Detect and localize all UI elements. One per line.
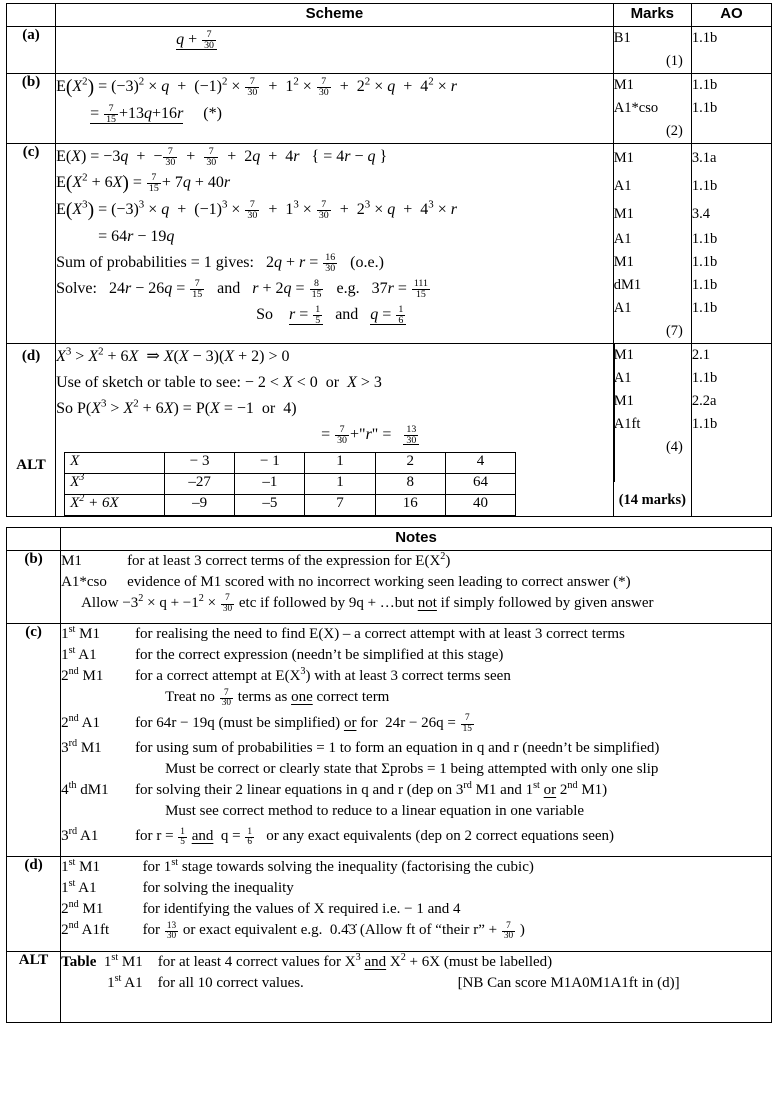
ao-c-7: 1.1b (691, 300, 718, 316)
mark-b-1: M1 (613, 77, 634, 93)
header-part-blank (7, 4, 56, 27)
alt-x3-4: 8 (375, 474, 445, 495)
notes-d-line4: 2nd A1ft for $\frac{13}{30}$ or exact equivalent e.g. 0.4̇3̇ (Allow ft of “their r” + $\frac{7}{30}$ ) (61, 920, 525, 942)
mark-c-2: A1 (613, 178, 632, 194)
part-label-d (7, 344, 56, 517)
scheme-row-a (7, 27, 772, 74)
alt-value-table (64, 452, 516, 516)
scheme-d-line1: $X^3 > X^2 + 6X$ ⇒ X(X − 3)(X + 2) > 0 (56, 345, 290, 365)
ao-a (691, 27, 771, 74)
header-scheme: Scheme (56, 4, 614, 27)
alt-x-1: − 3 (165, 453, 235, 474)
notes-row-d (7, 857, 772, 951)
notes-header-blank (7, 528, 61, 551)
notes-d-line3: 2nd M1 for identifying the values of X required i.e. − 1 and 4 (61, 899, 461, 918)
alt-x-4: 2 (375, 453, 445, 474)
marks-a (613, 27, 691, 74)
ao-c (691, 144, 771, 344)
marks-b (613, 74, 691, 144)
notes-body-c (61, 624, 772, 857)
notes-body-d (61, 857, 772, 951)
alt-x-2: − 1 (235, 453, 305, 474)
notes-row-b (7, 551, 772, 624)
answer-a: q + $\frac{7}{30}$ (56, 27, 613, 53)
notes-c-line1: 1st M1 for realising the need to find E(X) – a correct attempt with at least 3 correct terms (61, 624, 625, 643)
mark-c-5: M1 (613, 254, 634, 270)
notes-part-label-c: (c) (7, 624, 61, 857)
alt-x3-5: 64 (445, 474, 515, 495)
scheme-body-a (56, 27, 614, 74)
notes-d-line2: 1st A1 for solving the inequality (61, 878, 294, 897)
notes-alt-table-word: Table (61, 953, 97, 970)
ao-c-5: 1.1b (691, 254, 718, 270)
scheme-d-line4: = $\frac{7}{30}$ +"r" = $\frac{13}{30}$ (56, 422, 613, 448)
alt-row-x3 (65, 474, 516, 495)
mark-d-1: M1 (613, 347, 634, 363)
notes-b-line3: Allow $-3^2 \times q + -1^2$ × $\frac{7}{30}$ etc if followed by 9q + …but not if simply followed by given answer (81, 593, 654, 614)
alt-value-table-wrap (56, 452, 613, 516)
ao-d-2: 1.1b (691, 370, 718, 386)
alt-x2-2: –5 (235, 495, 305, 516)
mark-a-1: B1 (613, 30, 631, 46)
notes-b-line1: M1 for at least 3 correct terms of the expression for $E(X^2)$ (61, 551, 451, 569)
scheme-d-line2: Use of sketch or table to see: − 2 < X < 0 or X > 3 (56, 374, 382, 391)
scheme-c-line4: = 64r − 19q (90, 227, 175, 245)
mark-d-4: A1ft (613, 416, 641, 432)
alt-x3-1: –27 (165, 474, 235, 495)
alt-x-3: 1 (305, 453, 375, 474)
scheme-b-line1: $E(X^2) = (-3)^2 \times q + (-1)^2$ × $\frac{7}{30}$ + $1^2$ × $\frac{7}{30}$ + $2^2 \times q + 4^2 \times r$ (56, 75, 457, 99)
header-marks: Marks (613, 4, 691, 27)
mark-c-1: M1 (613, 150, 634, 166)
alt-x2-5: 40 (445, 495, 515, 516)
scheme-b-line2: = $\frac{7}{15}$ +13q+16r (*) (90, 102, 222, 126)
scheme-c-line7: So r = $\frac{1}{5}$ and q = $\frac{1}{6}$ (56, 302, 613, 328)
ao-d-3: 2.2a (691, 393, 717, 409)
mark-c-total: (7) (665, 323, 683, 339)
ao-a-1: 1.1b (691, 30, 718, 46)
alt-row-x2-6x (65, 495, 516, 516)
ao-b-2: 1.1b (691, 100, 718, 116)
notes-c-line2: 1st A1 for the correct expression (needn’t be simplified at this stage) (61, 645, 504, 664)
part-label-c: (c) (7, 144, 56, 344)
mark-b-2: A1*cso (613, 100, 659, 116)
grand-total-marks: (14 marks) (618, 492, 686, 508)
scheme-c-line5: Sum of probabilities = 1 gives: 2q + r = $\frac{16}{30}$ (o.e.) (56, 251, 384, 275)
part-label-a: (a) (7, 27, 56, 74)
marks-d (613, 344, 691, 517)
scheme-row-b (7, 74, 772, 144)
mark-a-total: (1) (665, 53, 683, 69)
alt-label-x3: $X^3$ (65, 474, 165, 495)
mark-d-total: (4) (665, 439, 683, 455)
notes-body-alt (61, 951, 772, 1022)
notes-c-line8: 4th dM1 for solving their 2 linear equations in q and r (dep on 3rd M1 and 1st or 2nd M1) (61, 780, 608, 799)
mark-b-total: (2) (665, 123, 683, 139)
alt-x2-1: –9 (165, 495, 235, 516)
mark-c-4: A1 (613, 231, 632, 247)
part-label-alt-text: ALT (16, 457, 46, 473)
alt-x3-3: 1 (305, 474, 375, 495)
scheme-c-line2: $E(X^2 + 6X)$ = $\frac{7}{15}$ + 7q + 40r (56, 171, 231, 195)
ao-b (691, 74, 771, 144)
mark-c-3: M1 (613, 206, 634, 222)
alt-x2-4: 16 (375, 495, 445, 516)
scheme-header-row (7, 4, 772, 27)
ao-c-3: 3.4 (691, 206, 710, 222)
marks-c (613, 144, 691, 344)
scheme-c-line1: E(X) = −3q + − $\frac{7}{30}$ + $\frac{7}{30}$ + 2q + 4r { = 4r − q } (56, 146, 388, 169)
scheme-c-line3: $E(X^3) = (-3)^3 \times q + (-1)^3$ × $\frac{7}{30}$ + $1^3$ × $\frac{7}{30}$ + $2^3 \times q + 4^3 \times r$ (56, 198, 457, 222)
notes-c-line4: Treat no $\frac{7}{30}$ terms as one correct term (165, 687, 390, 709)
notes-row-alt (7, 951, 772, 1022)
scheme-d-line3: So $P(X^3 > X^2 + 6X) = P(X = -1$ or 4) (56, 397, 297, 417)
notes-c-line5: 2nd A1 for 64r − 19q (must be simplified) or for 24r − 26q = $\frac{7}{15}$ (61, 712, 472, 734)
mark-c-7: A1 (613, 300, 632, 316)
ao-d-4: 1.1b (691, 416, 718, 432)
marks-divider-rule (614, 344, 615, 482)
notes-table (6, 527, 772, 1023)
ao-b-1: 1.1b (691, 77, 718, 93)
ao-c-6: 1.1b (691, 277, 718, 293)
part-label-b: (b) (7, 74, 56, 144)
notes-part-label-b: (b) (7, 551, 61, 624)
alt-x3-2: –1 (235, 474, 305, 495)
alt-x2-3: 7 (305, 495, 375, 516)
scheme-row-c (7, 144, 772, 344)
notes-alt-line1: Table 1st M1 for at least 4 correct values for $X^3$ and $X^2 + 6X$ (must be labelled) (61, 951, 553, 970)
notes-header-row (7, 528, 772, 551)
scheme-row-d (7, 344, 772, 517)
scheme-body-c (56, 144, 614, 344)
ao-c-2: 1.1b (691, 178, 718, 194)
ao-d (691, 344, 771, 517)
notes-alt-nb: [NB Can score M1A0M1A1ft in (d)] (457, 974, 680, 991)
notes-c-line9: Must see correct method to reduce to a linear equation in one variable (165, 803, 585, 820)
notes-c-line6: 3rd M1 for using sum of probabilities = 1 to form an equation in q and r (needn’t be simplified) (61, 738, 660, 757)
scheme-body-d (56, 344, 614, 517)
notes-c-line3: 2nd M1 for a correct attempt at $E(X^3)$ with at least 3 correct terms seen (61, 666, 511, 685)
notes-part-label-d: (d) (7, 857, 61, 951)
notes-row-c (7, 624, 772, 857)
scheme-b-star: (*) (203, 104, 222, 122)
scheme-c-line6: Solve: 24r − 26q = $\frac{7}{15}$ and r + 2q = $\frac{8}{15}$ e.g. 37r = $\frac{111}{15}$ (56, 277, 428, 301)
notes-b-line2: A1*cso evidence of M1 scored with no incorrect working seen leading to correct answer (*) (61, 574, 631, 590)
scheme-table (6, 3, 772, 517)
ao-d-1: 2.1 (691, 347, 710, 363)
notes-body-b (61, 551, 772, 624)
notes-part-label-alt: ALT (7, 951, 61, 1022)
alt-row-x (65, 453, 516, 474)
alt-x-5: 4 (445, 453, 515, 474)
part-label-d-text: (d) (21, 348, 41, 364)
alt-label-x2-6x: $X^2 + 6X$ (65, 495, 165, 516)
notes-header-title: Notes (61, 528, 772, 551)
alt-label-x: X (65, 453, 165, 474)
notes-d-line1: 1st M1 for 1st stage towards solving the inequality (factorising the cubic) (61, 857, 534, 876)
table-gap (6, 517, 772, 527)
scheme-body-b (56, 74, 614, 144)
header-ao: AO (691, 4, 771, 27)
ao-c-1: 3.1a (691, 150, 717, 166)
ao-c-4: 1.1b (691, 231, 718, 247)
notes-c-line10: 3rd A1 for r = $\frac{1}{5}$ and q = $\frac{1}{6}$ or any exact equivalents (dep on 2 correct equations seen) (61, 826, 615, 847)
mark-d-2: A1 (613, 370, 632, 386)
mark-d-3: M1 (613, 393, 634, 409)
mark-c-6: dM1 (613, 277, 642, 293)
notes-c-line7: Must be correct or clearly state that Σprobs = 1 being attempted with only one slip (165, 761, 659, 778)
notes-alt-line2: 1st A1 for all 10 correct values. [NB Can score M1A0M1A1ft in (d)] (107, 972, 680, 991)
